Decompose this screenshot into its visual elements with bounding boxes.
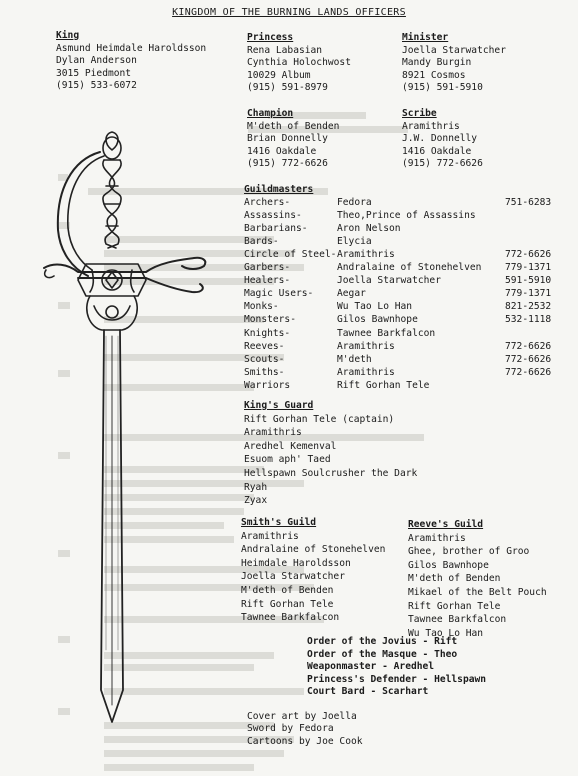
- guild-master: Rift Gorhan Tele: [337, 379, 430, 391]
- guild-name: Bards-: [244, 235, 279, 247]
- smiths-guild-member: Tawnee Barkfalcon: [241, 612, 340, 624]
- king-line: 3015 Piedmont: [56, 67, 132, 79]
- smiths-guild-heading: Smith's Guild: [241, 517, 317, 528]
- kings-guard-member: Rift Gorhan Tele (captain): [244, 413, 395, 425]
- reeves-guild-heading: Reeve's Guild: [408, 519, 484, 530]
- order-line: Order of the Masque - Theo: [307, 648, 458, 660]
- reeves-guild-member: Gilos Bawnhope: [408, 559, 489, 571]
- reeves-guild-member: Mikael of the Belt Pouch: [408, 586, 547, 598]
- minister-heading: Minister: [402, 32, 449, 43]
- guild-row: [244, 288, 552, 301]
- king-line: Asmund Heimdale Haroldsson: [56, 42, 207, 54]
- credit-line: Cartoons by Joe Cook: [247, 735, 363, 747]
- king-block: [56, 30, 206, 93]
- kings-guard-heading: King's Guard: [244, 400, 314, 411]
- guild-row: [244, 248, 552, 262]
- guildmasters-heading: Guildmasters: [244, 184, 314, 195]
- reeves-guild-member: Rift Gorhan Tele: [408, 600, 501, 612]
- champion-line: M'deth of Benden: [247, 120, 340, 132]
- credits-block: [247, 711, 363, 748]
- reeves-guild-member: Ghee, brother of Groo: [408, 546, 530, 558]
- guild-master: M'deth: [337, 353, 372, 365]
- guild-master: Fedora: [337, 196, 372, 208]
- princess-block: [247, 32, 351, 95]
- guild-phone: 772-6626: [505, 353, 552, 365]
- smiths-guild-member: Andralaine of Stonehelven: [241, 544, 386, 556]
- guild-phone: 772-6626: [505, 340, 552, 352]
- smiths-guild-block: [241, 516, 385, 625]
- guild-name: Monks-: [244, 301, 279, 313]
- minister-line: 8921 Cosmos: [402, 69, 466, 81]
- champion-block: [247, 108, 339, 171]
- scribe-line: (915) 772-6626: [402, 158, 483, 170]
- guild-name: Assassins-: [244, 209, 302, 221]
- guild-master: Tawnee Barkfalcon: [337, 327, 436, 339]
- minister-line: Mandy Burgin: [402, 57, 472, 69]
- guild-row: [244, 379, 430, 393]
- kings-guard-member: Zyax: [244, 495, 268, 507]
- champion-heading: Champion: [247, 108, 294, 119]
- kings-guard-member: Aredhel Kemenval: [244, 440, 337, 452]
- champion-line: Brian Donnelly: [247, 133, 328, 145]
- guild-master: Aramithris: [337, 340, 395, 352]
- guild-phone: 591-5910: [505, 275, 552, 287]
- guild-row: [244, 327, 436, 341]
- minister-line: Joella Starwatcher: [402, 44, 506, 56]
- guild-name: Magic Users-: [244, 288, 314, 300]
- guild-master: Theo,Prince of Assassins: [337, 209, 476, 221]
- guild-phone: 779-1371: [505, 262, 552, 274]
- guild-row: [244, 314, 552, 327]
- guild-phone: 772-6626: [505, 366, 552, 378]
- guild-row: [244, 366, 552, 380]
- order-line: Weaponmaster - Aredhel: [307, 661, 435, 673]
- smiths-guild-member: M'deth of Benden: [241, 584, 334, 596]
- reeves-guild-member: M'deth of Benden: [408, 573, 501, 585]
- guild-row: [244, 340, 552, 354]
- guild-phone: 532-1118: [505, 314, 552, 326]
- guild-phone: 751-6283: [505, 196, 552, 208]
- guild-row: [244, 262, 552, 275]
- princess-line: (915) 591-8979: [247, 82, 328, 94]
- guild-master: Aron Nelson: [337, 222, 401, 234]
- guild-master: Aramithris: [337, 248, 395, 260]
- guild-master: Wu Tao Lo Han: [337, 301, 413, 313]
- guild-name: Warriors: [244, 379, 291, 391]
- kings-guard-member: Esuom aph' Taed: [244, 454, 331, 466]
- smiths-guild-member: Heimdale Haroldsson: [241, 557, 351, 569]
- reeves-guild-member: Tawnee Barkfalcon: [408, 614, 507, 626]
- guild-name: Smiths-: [244, 366, 285, 378]
- guild-row: [244, 196, 552, 210]
- guild-master: Gilos Bawnhope: [337, 314, 418, 326]
- guild-row: [244, 209, 476, 223]
- princess-line: Rena Labasian: [247, 44, 323, 56]
- guild-phone: 821-2532: [505, 301, 552, 313]
- reeves-guild-member: Aramithris: [408, 532, 466, 544]
- champion-line: (915) 772-6626: [247, 158, 328, 170]
- guild-master: Joella Starwatcher: [337, 275, 441, 287]
- guild-name: Reeves-: [244, 340, 285, 352]
- scribe-heading: Scribe: [402, 108, 437, 119]
- guild-row: [244, 275, 552, 288]
- reeves-guild-member: Wu Tao Lo Han: [408, 627, 484, 639]
- guild-row: [244, 222, 401, 236]
- smiths-guild-member: Rift Gorhan Tele: [241, 598, 334, 610]
- smiths-guild-member: Aramithris: [241, 530, 299, 542]
- credit-line: Cover art by Joella: [247, 711, 357, 722]
- princess-line: 10029 Album: [247, 69, 311, 81]
- guild-master: Aegar: [337, 288, 366, 300]
- guild-master: Elycia: [337, 235, 372, 247]
- guild-master: Andralaine of Stonehelven: [337, 262, 482, 274]
- guild-name: Healers-: [244, 275, 291, 287]
- minister-block: [402, 32, 506, 95]
- page-title: KINGDOM OF THE BURNING LANDS OFFICERS: [172, 7, 406, 18]
- king-line: Dylan Anderson: [56, 55, 137, 67]
- kings-guard-block: [244, 399, 417, 508]
- guild-phone: 772-6626: [505, 248, 552, 260]
- kings-guard-member: Ryah: [244, 481, 268, 493]
- guild-name: Scouts-: [244, 353, 285, 365]
- guild-phone: 779-1371: [505, 288, 552, 300]
- scribe-line: J.W. Donnelly: [402, 133, 478, 145]
- guild-row: [244, 235, 372, 249]
- guild-name: Barbarians-: [244, 222, 308, 234]
- order-line: Order of the Jovius - Rift: [307, 636, 458, 647]
- guild-row: [244, 301, 552, 314]
- guild-master: Aramithris: [337, 366, 395, 378]
- guildmasters-rows: [244, 196, 552, 393]
- guild-row: [244, 353, 552, 367]
- guild-name: Monsters-: [244, 314, 296, 326]
- smiths-guild-member: Joella Starwatcher: [241, 571, 345, 583]
- princess-heading: Princess: [247, 32, 294, 43]
- king-heading: King: [56, 30, 80, 41]
- scribe-line: 1416 Oakdale: [402, 145, 472, 157]
- kings-guard-member: Hellspawn Soulcrusher the Dark: [244, 467, 418, 479]
- scribe-block: [402, 108, 483, 171]
- order-line: Court Bard - Scarhart: [307, 686, 429, 698]
- order-line: Princess's Defender - Hellspawn: [307, 673, 487, 685]
- minister-line: (915) 591-5910: [402, 82, 483, 94]
- credit-line: Sword by Fedora: [247, 723, 334, 735]
- princess-line: Cynthia Holochwost: [247, 57, 351, 69]
- kings-guard-member: Aramithris: [244, 427, 302, 439]
- guildmasters-table: [244, 184, 552, 393]
- scribe-line: Aramithris: [402, 120, 460, 132]
- king-line: (915) 533-6072: [56, 80, 137, 92]
- sword-illustration: [42, 130, 232, 730]
- guild-name: Circle of Steel-: [244, 248, 337, 260]
- reeves-guild-block: [408, 518, 547, 640]
- orders-block: [307, 636, 486, 699]
- guild-name: Knights-: [244, 327, 291, 339]
- champion-line: 1416 Oakdale: [247, 145, 317, 157]
- guild-name: Archers-: [244, 196, 291, 208]
- guild-name: Garbers-: [244, 262, 291, 274]
